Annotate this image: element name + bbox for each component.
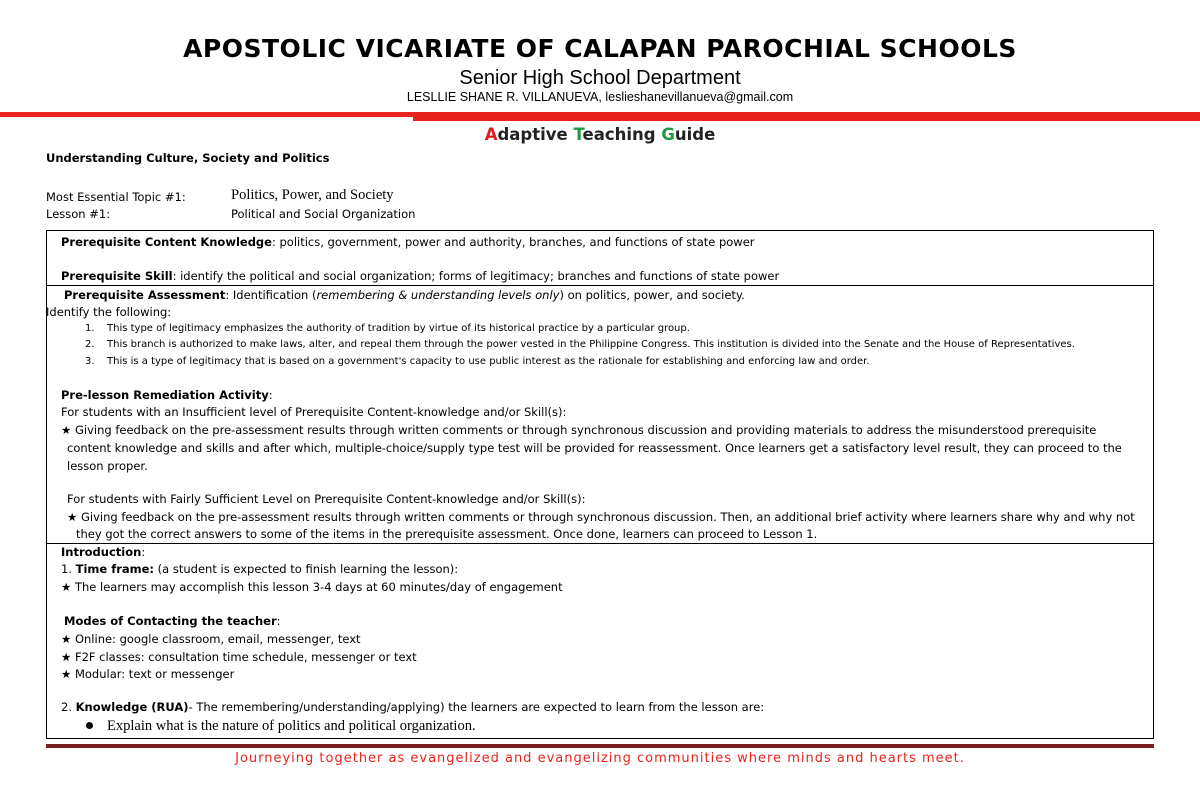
mode-item: ★ Online: google classroom, email, messenger, text: [61, 632, 361, 646]
guide-title-daptive: daptive: [497, 125, 574, 144]
fair-line: ★ Giving feedback on the pre-assessment results through written comments or through synchronous discussion. Then, an additional brief activity where learners share why and why not: [67, 510, 1135, 524]
insufficient-line: lesson proper.: [67, 459, 148, 473]
time-frame: 1. Time frame: (a student is expected to finish learning the lesson):: [61, 562, 459, 576]
insufficient-heading: For students with an Insufficient level of Prerequisite Content-knowledge and/or Skill(s):: [61, 405, 567, 419]
modes-heading: Modes of Contacting the teacher:: [64, 614, 281, 628]
assessment-text-em: remembering & understanding levels only: [316, 288, 560, 302]
fair-line: they got the correct answers to some of the items in the prerequisite assessment. Once done, learners can proceed to Lesson 1.: [76, 527, 818, 541]
introduction-heading: Introduction:: [61, 545, 146, 559]
assessment-instruction: Identify the following:: [46, 305, 172, 319]
guide-title-a: A: [484, 125, 498, 144]
footer-motto: Journeying together as evangelized and evangelizing communities where minds and hearts meet.: [235, 751, 965, 766]
guide-title-uide: uide: [674, 125, 716, 144]
mode-item: ★ Modular: text or messenger: [61, 667, 235, 681]
guide-title-eaching: eaching: [582, 125, 662, 144]
topic-label: Most Essential Topic #1:: [46, 190, 186, 204]
guide-title-t: T: [573, 125, 583, 144]
time-frame-bullet: ★ The learners may accomplish this lesson 3-4 days at 60 minutes/day of engagement: [61, 580, 563, 594]
remediation-label: Pre-lesson Remediation Activity: [61, 388, 269, 402]
assessment-text-a: : Identification (: [225, 288, 317, 302]
assessment-line: [64, 288, 745, 302]
school-name: APOSTOLIC VICARIATE OF CALAPAN PAROCHIAL SCHOOLS: [183, 34, 1017, 63]
insufficient-line: content knowledge and skills and after which, multiple-choice/supply type test will be provided for reassessment. Once learners get a satisfactory level result, they can proceed to the: [67, 441, 1122, 455]
prerequisite-knowledge: [61, 235, 755, 249]
header-divider-accent: [413, 117, 1200, 121]
subject-title: Understanding Culture, Society and Politics: [46, 151, 330, 165]
knowledge-rua: 2. Knowledge (RUA)- The remembering/understanding/applying) the learners are expected to learn from the lesson are:: [61, 700, 765, 714]
guide-title-g: G: [661, 125, 675, 144]
introduction-label: Introduction: [61, 545, 142, 559]
knowledge-rua-label: Knowledge (RUA): [75, 700, 189, 714]
prerequisite-skill: [61, 269, 779, 283]
fair-heading: For students with Fairly Sufficient Level on Prerequisite Content-knowledge and/or Skill(s):: [67, 492, 586, 506]
lesson-value: Political and Social Organization: [231, 207, 416, 221]
assessment-item: 2. This branch is authorized to make laws, alter, and repeal them through the power vested in the Philippine Congress. This institution is divided into the Senate and the House of Representatives.: [85, 339, 1075, 350]
guide-title: [0, 125, 1200, 144]
bullet-dot-icon: [86, 722, 93, 729]
prerequisite-knowledge-label: Prerequisite Content Knowledge: [61, 235, 272, 249]
topic-value: Politics, Power, and Society: [231, 187, 394, 203]
department-name: Senior High School Department: [459, 67, 741, 89]
author-line: LESLLIE SHANE R. VILLANUEVA, leslieshanevillanueva@gmail.com: [406, 90, 794, 104]
knowledge-bullet-text: Explain what is the nature of politics and political organization.: [107, 718, 476, 734]
knowledge-bullet: [86, 715, 476, 735]
prerequisite-skill-label: Prerequisite Skill: [61, 269, 173, 283]
prerequisite-knowledge-text: : politics, government, power and authority, branches, and functions of state power: [271, 235, 755, 249]
prerequisite-skill-text: : identify the political and social organization; forms of legitimacy; branches and functions of state power: [172, 269, 780, 283]
modes-label: Modes of Contacting the teacher: [64, 614, 277, 628]
insufficient-line: ★ Giving feedback on the pre-assessment results through written comments or through synchronous discussion and providing materials to address the misunderstood prerequisite: [61, 423, 1097, 437]
assessment-text-b: ) on politics, power, and society.: [559, 288, 745, 302]
lesson-label: Lesson #1:: [46, 207, 111, 221]
assessment-label: Prerequisite Assessment: [64, 288, 226, 302]
remediation-heading: Pre-lesson Remediation Activity:: [61, 388, 273, 402]
footer-divider: [46, 744, 1154, 748]
assessment-item: 1. This type of legitimacy emphasizes the authority of tradition by virtue of its historical practice by a particular group.: [85, 323, 690, 334]
mode-item: ★ F2F classes: consultation time schedule, messenger or text: [61, 650, 417, 664]
time-frame-label: Time frame:: [75, 562, 155, 576]
assessment-item: 3. This is a type of legitimacy that is based on a government's capacity to use public interest as the rationale for establishing and enforcing law and order.: [85, 356, 870, 367]
